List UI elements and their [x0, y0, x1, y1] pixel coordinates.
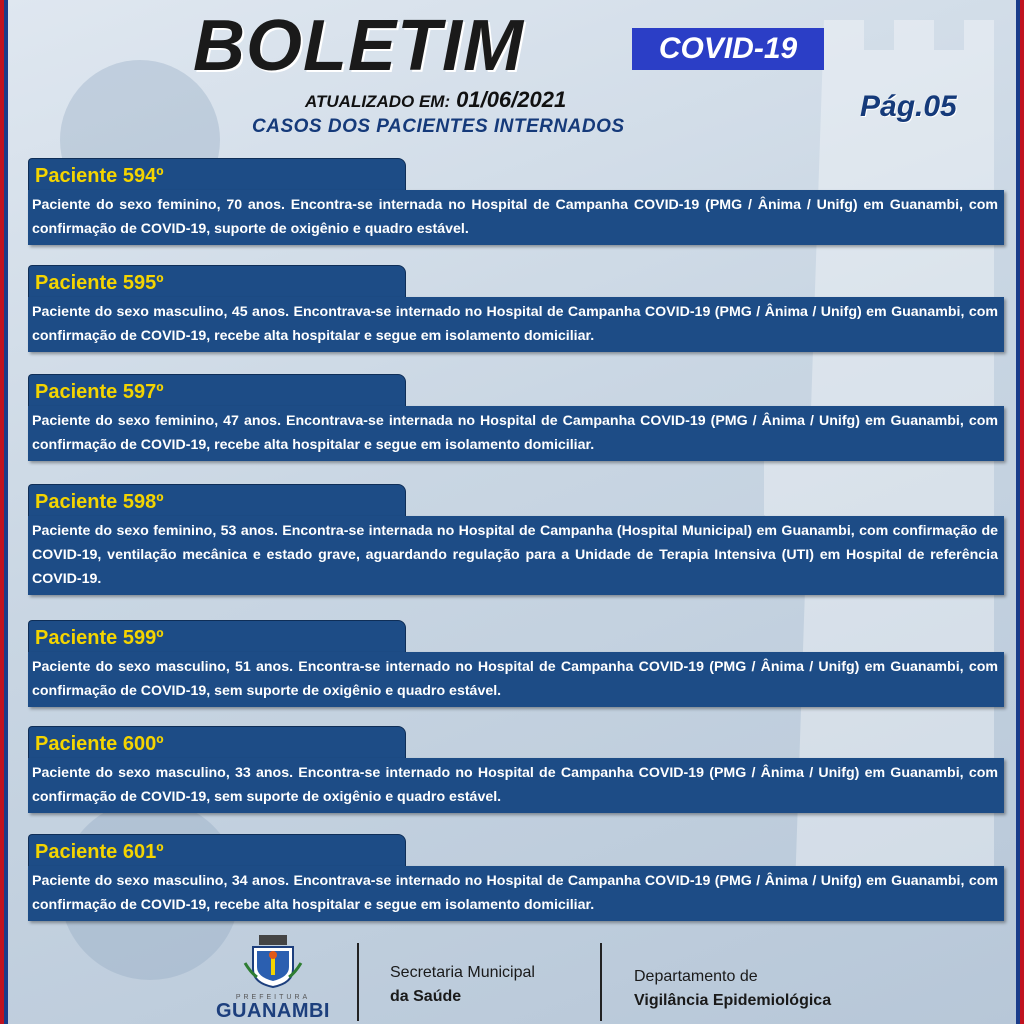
patient-description: Paciente do sexo feminino, 53 anos. Encontra-se internada no Hospital de Campanha (Hospital Municipal) em Guanambi, com confirmação de COVID-19, ventilação mecânica e estado grave, aguardando regulação para a Unidade de Terapia Intensiva (UTI) em Hospital de referência COVID-19. — [28, 516, 1004, 595]
updated-label: ATUALIZADO EM: — [305, 92, 451, 111]
patient-description: Paciente do sexo feminino, 70 anos. Encontra-se internada no Hospital de Campanha COVID-19 (PMG / Ânima / Unifg) em Guanambi, com confirmação de COVID-19, suporte de oxigênio e quadro estável. — [28, 190, 1004, 245]
guanambi-logo — [213, 933, 333, 1023]
patient-title: Paciente 595º — [28, 265, 406, 297]
coat-of-arms-icon — [243, 933, 303, 989]
covid-badge: COVID-19 — [632, 28, 824, 70]
updated-line — [305, 86, 566, 117]
right-frame-stripe — [1016, 0, 1024, 1024]
updated-date: 01/06/2021 — [456, 87, 567, 112]
patient-description: Paciente do sexo masculino, 34 anos. Encontrava-se internado no Hospital de Campanha COVID-19 (PMG / Ânima / Unifg) em Guanambi, com confirmação de COVID-19, recebe alta hospitalar e segue em isolamento domiciliar. — [28, 866, 1004, 921]
patient-title: Paciente 597º — [28, 374, 406, 406]
health-secretariat — [390, 961, 535, 1009]
patient-title: Paciente 600º — [28, 726, 406, 758]
logo-name: GUANAMBI — [216, 1000, 330, 1022]
patient-title: Paciente 601º — [28, 834, 406, 866]
left-frame-stripe — [0, 0, 8, 1024]
patient-title: Paciente 594º — [28, 158, 406, 190]
patient-description: Paciente do sexo masculino, 51 anos. Encontra-se internado no Hospital de Campanha COVID-19 (PMG / Ânima / Unifg) em Guanambi, com confirmação de COVID-19, sem suporte de oxigênio e quadro estável. — [28, 652, 1004, 707]
patient-title: Paciente 598º — [28, 484, 406, 516]
footer — [0, 925, 1024, 1024]
department-line1: Departamento de — [634, 968, 758, 985]
epidemiology-department — [634, 965, 831, 1013]
patient-description: Paciente do sexo feminino, 47 anos. Encontrava-se internada no Hospital de Campanha COVID-19 (PMG / Ânima / Unifg) em Guanambi, com confirmação de COVID-19, recebe alta hospitalar e segue em isolamento domiciliar. — [28, 406, 1004, 461]
section-subtitle: CASOS DOS PACIENTES INTERNADOS — [252, 116, 625, 137]
patient-description: Paciente do sexo masculino, 33 anos. Encontra-se internado no Hospital de Campanha COVID-19 (PMG / Ânima / Unifg) em Guanambi, com confirmação de COVID-19, sem suporte de oxigênio e quadro estável. — [28, 758, 1004, 813]
department-line2: Vigilância Epidemiológica — [634, 992, 832, 1009]
footer-divider — [357, 943, 359, 1021]
patient-title: Paciente 599º — [28, 620, 406, 652]
logo-subtitle: PREFEITURA — [235, 994, 311, 1001]
page-number: Pág.05 — [860, 90, 957, 123]
bulletin-title: BOLETIM — [193, 6, 524, 86]
footer-divider — [600, 943, 602, 1021]
patient-description: Paciente do sexo masculino, 45 anos. Encontrava-se internado no Hospital de Campanha COVID-19 (PMG / Ânima / Unifg) em Guanambi, com confirmação de COVID-19, recebe alta hospitalar e segue em isolamento domiciliar. — [28, 297, 1004, 352]
secretariat-line2: da Saúde — [390, 988, 462, 1005]
secretariat-line1: Secretaria Municipal — [390, 964, 535, 981]
